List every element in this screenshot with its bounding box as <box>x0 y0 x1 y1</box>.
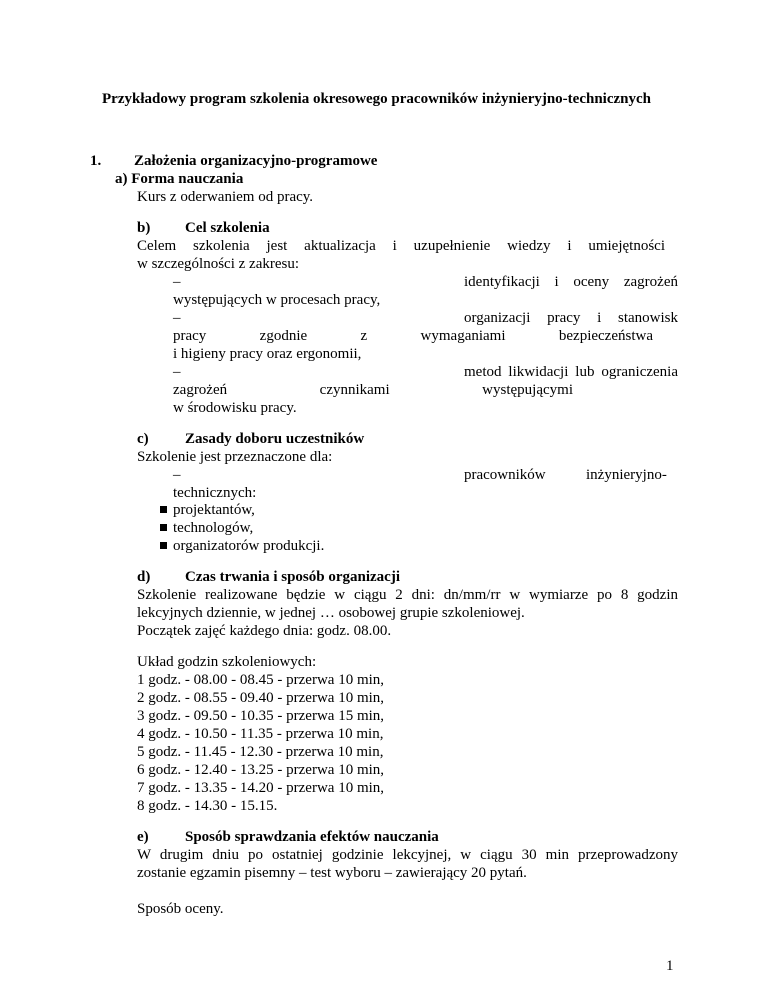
subsection-e-line1: W drugim dniu po ostatniej godzinie lekcyjnej, w ciągu 30 min przeprowadzony <box>137 847 678 863</box>
list-item-text: zagrożeń czynnikami występującymi <box>173 382 573 398</box>
list-dash: – <box>173 467 181 483</box>
subsection-e-line2: zostanie egzamin pisemny – test wyboru – zawierający 20 pytań. <box>137 865 527 881</box>
schedule-row: 7 godz. - 13.35 - 14.20 - przerwa 10 min, <box>137 780 385 796</box>
bullet-item: organizatorów produkcji. <box>173 538 325 554</box>
subsection-c-intro: Szkolenie jest przeznaczone dla: <box>137 449 333 465</box>
list-item-text: występujących w procesach pracy, <box>173 292 381 308</box>
list-dash: – <box>173 364 181 380</box>
subsection-b-letter: b) <box>137 220 151 236</box>
subsection-b-intro-line1: Celem szkolenia jest aktualizacja i uzupełnienie wiedzy i umiejętności <box>137 238 665 254</box>
schedule-row: 5 godz. - 11.45 - 12.30 - przerwa 10 min, <box>137 744 384 760</box>
schedule-row: 4 godz. - 10.50 - 11.35 - przerwa 10 min, <box>137 726 384 742</box>
subsection-e-heading: Sposób sprawdzania efektów nauczania <box>185 829 439 845</box>
document-title: Przykładowy program szkolenia okresowego pracowników inżynieryjno-technicznych <box>102 91 652 107</box>
subsection-a-heading: a) Forma nauczania <box>115 171 244 187</box>
schedule-row: 2 godz. - 08.55 - 09.40 - przerwa 10 min, <box>137 690 385 706</box>
list-item-text: identyfikacji i oceny zagrożeń <box>464 274 678 290</box>
list-item-text: pracowników <box>464 467 546 483</box>
bullet-item: technologów, <box>173 520 254 536</box>
subsection-e-line3: Sposób oceny. <box>137 901 224 917</box>
list-item-text: w środowisku pracy. <box>173 400 297 416</box>
subsection-d-line2: lekcyjnych dziennie, w jednej … osobowej grupie szkoleniowej. <box>137 605 525 621</box>
subsection-a-text: Kurs z oderwaniem od pracy. <box>137 189 314 205</box>
list-item-text: pracy zgodnie z wymaganiami bezpieczeństwa <box>173 328 653 344</box>
schedule-row: 3 godz. - 09.50 - 10.35 - przerwa 15 min, <box>137 708 385 724</box>
schedule-row: 8 godz. - 14.30 - 15.15. <box>137 798 278 814</box>
subsection-b-intro-line2: w szczególności z zakresu: <box>137 256 300 272</box>
schedule-title: Układ godzin szkoleniowych: <box>137 654 317 670</box>
subsection-d-letter: d) <box>137 569 151 585</box>
list-item-text: organizacji pracy i stanowisk <box>464 310 678 326</box>
list-item-text: inżynieryjno- <box>586 467 667 483</box>
bullet-icon <box>160 542 167 549</box>
section-heading: Założenia organizacyjno-programowe <box>134 153 378 169</box>
bullet-item: projektantów, <box>173 502 255 518</box>
subsection-b-heading: Cel szkolenia <box>185 220 270 236</box>
list-item-text: technicznych: <box>173 485 257 501</box>
schedule-row: 6 godz. - 12.40 - 13.25 - przerwa 10 min, <box>137 762 385 778</box>
subsection-d-line1: Szkolenie realizowane będzie w ciągu 2 dni: dn/mm/rr w wymiarze po 8 godzin <box>137 587 678 603</box>
list-dash: – <box>173 310 181 326</box>
subsection-d-line3: Początek zajęć każdego dnia: godz. 08.00. <box>137 623 392 639</box>
section-number: 1. <box>90 153 102 169</box>
list-item-text: metod likwidacji lub ograniczenia <box>464 364 678 380</box>
bullet-icon <box>160 524 167 531</box>
subsection-d-heading: Czas trwania i sposób organizacji <box>185 569 400 585</box>
list-item-text: i higieny pracy oraz ergonomii, <box>173 346 362 362</box>
page-number: 1 <box>666 958 674 974</box>
schedule-row: 1 godz. - 08.00 - 08.45 - przerwa 10 min, <box>137 672 385 688</box>
subsection-e-letter: e) <box>137 829 149 845</box>
subsection-c-heading: Zasady doboru uczestników <box>185 431 365 447</box>
list-dash: – <box>173 274 181 290</box>
subsection-c-letter: c) <box>137 431 149 447</box>
bullet-icon <box>160 506 167 513</box>
